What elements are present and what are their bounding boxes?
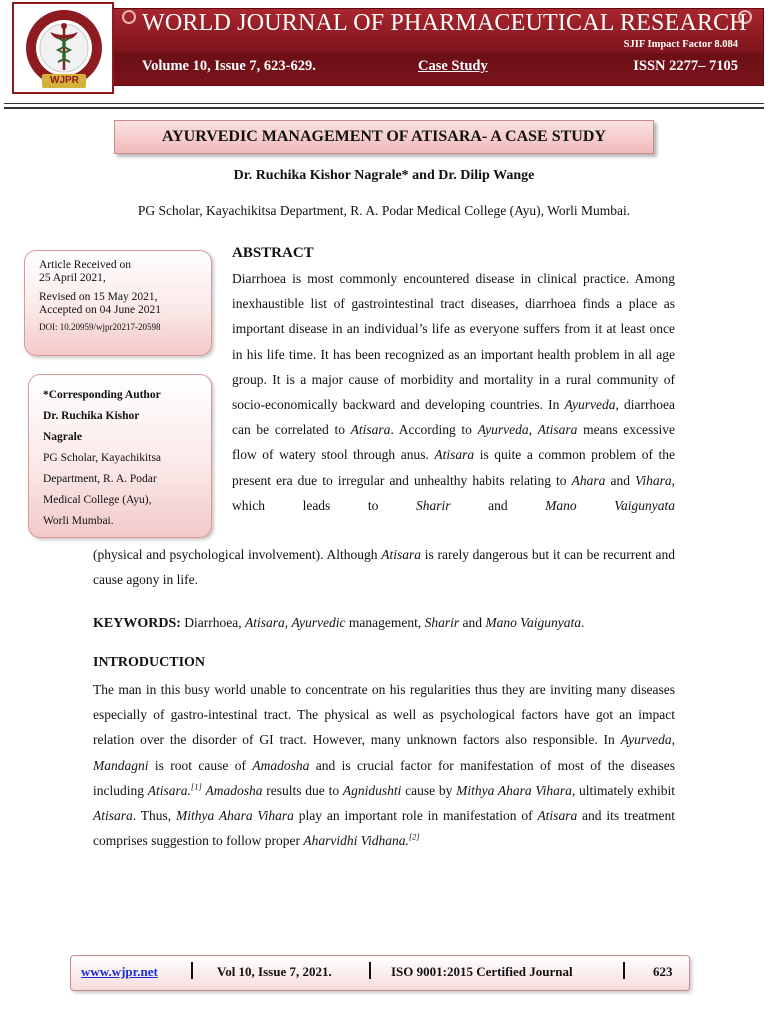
footer-separator (369, 962, 371, 979)
journal-website-link[interactable]: www.wjpr.net (81, 964, 158, 979)
intro-term: Mithya Ahara Vihara (175, 808, 294, 824)
article-history-box (24, 250, 212, 356)
intro-text: is root cause of (148, 757, 253, 773)
abstract-text-column (232, 266, 675, 518)
header-rule-thin (4, 103, 764, 104)
term-atisara: Atisara (350, 422, 391, 438)
article-title: AYURVEDIC MANAGEMENT OF ATISARA- A CASE STUDY (114, 120, 654, 154)
sjif-impact-factor: SJIF Impact Factor 8.084 (623, 39, 738, 50)
term-ayurveda: Ayurveda (477, 422, 529, 438)
corresponding-author-box (28, 374, 212, 538)
accepted-date: Accepted on 04 June 2021 (39, 304, 161, 316)
intro-term: Atisara (93, 808, 133, 824)
article-authors: Dr. Ruchika Kishor Nagrale* and Dr. Dilip Wange (233, 168, 535, 183)
revised-date: Revised on 15 May 2021, (39, 291, 158, 303)
footer-iso: ISO 9001:2015 Certified Journal (391, 964, 573, 979)
intro-term: Aharvidhi Vidhana. (303, 833, 409, 849)
abstract-heading: ABSTRACT (232, 245, 314, 261)
journal-logo (12, 2, 114, 94)
abstract-text: and (450, 497, 546, 513)
intro-term: Amadosha (205, 782, 263, 798)
intro-term: Amadosha (252, 757, 310, 773)
corresponding-author-name-2: Nagrale (43, 431, 82, 443)
corresponding-address-1: PG Scholar, Kayachikitsa (43, 452, 162, 464)
abstract-text: is rarely dangerous but it can be recurrent and cause agony in life. (93, 547, 675, 588)
term-vihara: Vihara (635, 472, 672, 488)
keyword-text: Atisara (245, 615, 285, 630)
term-atisara: Atisara (434, 447, 475, 463)
keywords-label: KEYWORDS: (93, 616, 181, 631)
intro-term: Atisara (537, 808, 578, 824)
abstract-paragraph: Diarrhoea is most commonly encountered disease in clinical practice. Among inexhaustible list of gastrointestinal tract diseases, diarrhoea finds a place as important disease in an individual’s life as everyone suffers from it at least once in his life time. It has been recognized as an important health problem in all age group. It is a major cause of morbidity and mortality in a rural community of socio-economically backward and developing countries. In Ayurveda, diarrhoea can be correlated to Atisara. According to Ayurveda, Atisara means excessive flow of watery stool through anus. Atisara is quite a common problem of the present era due to irregular and unhealthy habits relating to Ahara and Vihara, which leads to Sharir and Mano Vaigunyata (232, 271, 676, 513)
abstract-text: . According to (390, 422, 478, 438)
term-ayurveda: Ayurveda (564, 397, 616, 413)
abstract-text: Diarrhoea is most commonly encountered disease in clinical practice. Among inexhaustible list of gastrointestinal tract diseases, diarrhoea finds a place as important disease in an individual’s life as everyone suffers from it at least once in his life time. It has been recognized as an important health problem in all age group. It is a major cause of morbidity and mortality in a rural community of socio-economically backward and developing countries. In (232, 271, 675, 413)
term-mano-vaigunyata: Mano Vaigunyata (545, 497, 675, 513)
corresponding-address-2: Department, R. A. Podar (43, 473, 157, 485)
doi: DOI: 10.20959/wjpr20217-20598 (39, 322, 161, 332)
introduction-paragraph (93, 677, 675, 853)
corresponding-address-3: Medical College (Ayu), (43, 494, 152, 506)
abstract-text: (physical and psychological involvement). Although (93, 547, 382, 562)
intro-text: cause by (401, 782, 457, 798)
keyword-text: Diarrhoea, (180, 615, 245, 630)
corresponding-address-4: Worli Mumbai. (43, 515, 114, 527)
header-corner-ornament-left (122, 10, 136, 24)
introduction-heading: INTRODUCTION (93, 655, 206, 670)
keyword-text: and (459, 615, 486, 630)
intro-text: results due to (262, 782, 343, 798)
abstract-text: means excessive flow of watery stool through anus. (232, 422, 676, 463)
journal-header (0, 0, 768, 100)
citation-1: [1] (190, 781, 202, 792)
volume-info: Volume 10, Issue 7, 623-629. (142, 58, 316, 74)
intro-text: and is crucial factor for manifestation of most of the diseases including (93, 757, 675, 798)
intro-text: play an important role in manifestation of (293, 808, 538, 824)
intro-term: Atisara. (147, 782, 191, 798)
header-rule-thick (4, 107, 764, 109)
article-type: Case Study (418, 58, 488, 74)
abstract-text: , which leads to (232, 472, 675, 513)
intro-text: and its treatment comprises suggestion to follow proper (93, 808, 675, 849)
issn: ISSN 2277– 7105 (633, 58, 738, 74)
footer-separator (191, 962, 193, 979)
journal-title: WORLD JOURNAL OF PHARMACEUTICAL RESEARCH (142, 10, 747, 36)
footer-volume: Vol 10, Issue 7, 2021. (217, 964, 332, 979)
corresponding-author-label: *Corresponding Author (43, 389, 161, 401)
abstract-continuation (93, 542, 675, 592)
intro-term: Mithya Ahara Vihara (456, 782, 572, 798)
citation-2: [2] (408, 831, 420, 842)
keyword-text: Ayurvedic (291, 615, 346, 630)
page-footer (70, 955, 690, 991)
keyword-text: management, (345, 615, 425, 630)
intro-text: The man in this busy world unable to concentrate on his regularities thus they are inviting many diseases especially of gastro-intestinal tract. The physical as well as psychological factors have got an impact relation over the disorder of GI tract. However, many unknown factors also responsible. In (93, 682, 675, 748)
corresponding-author-name-1: Dr. Ruchika Kishor (43, 410, 140, 422)
term-sharir: Sharir (415, 497, 451, 513)
term-ahara: Ahara (571, 472, 606, 488)
term-atisara: Atisara (537, 422, 578, 438)
term-atisara: Atisara (381, 547, 421, 562)
abstract-text: is quite a common problem of the present era due to irregular and unhealthy habits relating to (232, 447, 675, 488)
intro-text: . Thus, (132, 808, 176, 824)
keywords (93, 612, 693, 635)
intro-term: Ayurveda, Mandagni (93, 732, 675, 773)
abstract-text: , diarrhoea can be correlated to (232, 397, 675, 438)
received-label: Article Received on (39, 259, 131, 271)
keyword-text: Mano Vaigunyata (485, 615, 581, 630)
keyword-text: Sharir (424, 615, 460, 630)
page-number: 623 (653, 964, 673, 979)
author-affiliation: PG Scholar, Kayachikitsa Department, R. A. Podar Medical College (Ayu), Worli Mumbai. (137, 203, 631, 218)
footer-separator (623, 962, 625, 979)
logo-wordmark: WJPR (50, 75, 79, 86)
abstract-text: and (605, 472, 636, 488)
intro-text: , ultimately exhibit (571, 782, 676, 798)
received-date: 25 April 2021, (39, 272, 106, 284)
keyword-text: . (581, 615, 585, 630)
intro-term: Agnidushti (342, 782, 402, 798)
keyword-text: , (284, 615, 292, 630)
